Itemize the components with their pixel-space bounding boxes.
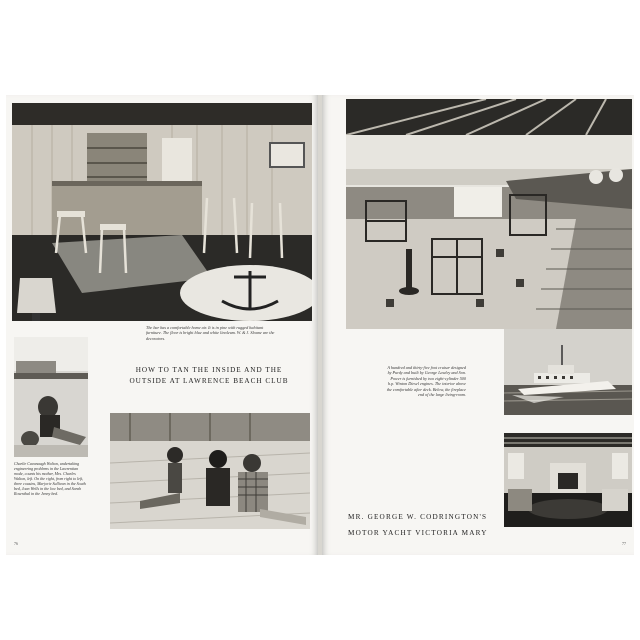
title-line-1: MR. GEORGE W. CODRINGTON'S bbox=[348, 513, 488, 521]
title-line-2: MOTOR YACHT VICTORIA MARY bbox=[348, 529, 488, 537]
after-deck-photo bbox=[346, 99, 632, 329]
left-page bbox=[6, 95, 318, 555]
left-headline bbox=[102, 365, 316, 387]
beach-family-photo bbox=[14, 337, 88, 457]
headline-line-2: OUTSIDE AT LAWRENCE BEACH CLUB bbox=[129, 377, 289, 385]
yacht-caption: A hundred and thirty-five foot cruiser designed by Purdy and built by George Lawley and Son. Power is furnished by two eight-cylinder 500 h.p. Winton Diesel engines. The interior above the comfortable after deck. Below, the fireplace end of the large living-room. bbox=[386, 365, 466, 398]
yacht-title bbox=[348, 509, 508, 541]
left-folio: 76 bbox=[14, 541, 18, 546]
yacht-exterior-photo bbox=[504, 329, 632, 415]
right-folio: 77 bbox=[622, 541, 626, 546]
right-page bbox=[322, 95, 634, 555]
bar-photo-caption: The bar has a comfortable home air. It is in pine with rugged habitant furniture. The floor is bright blue and white linoleum. W. & J. Sloane are the decorators. bbox=[146, 325, 275, 341]
bar-interior-photo bbox=[12, 103, 312, 321]
headline-line-1: HOW TO TAN THE INSIDE AND THE bbox=[135, 366, 283, 374]
sunbathers-photo bbox=[110, 413, 310, 529]
beach-photo-caption: Charlie Cavanaugh Walton, undertaking engineering problems in the Lawrentian mode, counts his mother, Mrs. Charles Walton, left. On the right, from right to left, three cousins, Marjorie Sullivan in the South bed, Joan Wells in the low bed, and Sarah Rosenthal in the Jenny bed. bbox=[14, 461, 86, 496]
magazine-spread bbox=[6, 95, 634, 555]
living-room-photo bbox=[504, 433, 632, 527]
